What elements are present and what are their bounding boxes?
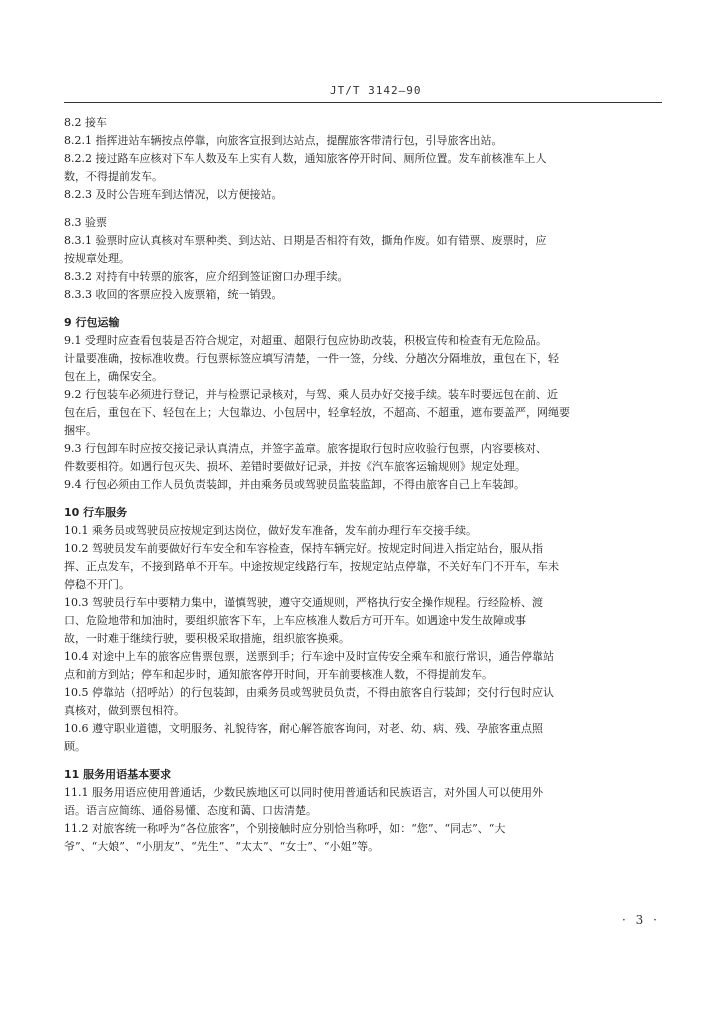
page-number: · 3 · <box>622 913 660 927</box>
document-body <box>64 114 664 856</box>
standard-number: JT/T 3142—90 <box>330 84 422 97</box>
paragraph-line: 11.2 对旅客统一称呼为“各位旅客”，个别接触时应分别恰当称呼，如：“您”、“同志”、“大 <box>64 822 506 835</box>
paragraph-line: 10.3 驾驶员行车中要精力集中，谨慎驾驶，遵守交通规则，严格执行安全操作规程。行经险桥、渡 <box>64 596 543 609</box>
paragraph-line: 9.1 受理时应查看包装是否符合规定，对超重、超限行包应协助改装，积极宣传和检查有无危险品。 <box>64 334 547 347</box>
paragraph-line: 捆牢。 <box>64 424 97 437</box>
paragraph-line: 10.4 对途中上车的旅客应售票包票，送票到手；行车途中及时宣传安全乘车和旅行常识，通告停靠站 <box>64 650 554 663</box>
paragraph-line: 10.6 遵守职业道德，文明服务、礼貌待客，耐心解答旅客询问，对老、幼、病、残、孕旅客重点照 <box>64 722 543 735</box>
paragraph-line: 数，不得提前发车。 <box>64 170 163 183</box>
section-heading: 8.2 接车 <box>64 116 107 129</box>
paragraph-line: 9.4 行包必须由工作人员负责装卸，并由乘务员或驾驶员监装监卸，不得由旅客自己上车装卸。 <box>64 478 525 491</box>
paragraph-line: 11.1 服务用语应使用普通话，少数民族地区可以同时使用普通话和民族语言，对外国人可以使用外 <box>64 786 543 799</box>
paragraph-line: 包在后，重包在下、轻包在上；大包靠边、小包居中，轻拿轻放，不超高、不超重，遮布要盖严，网绳要 <box>64 406 570 419</box>
section-heading: 11 服务用语基本要求 <box>64 768 172 781</box>
paragraph-line: 语。语言应简练、通俗易懂、态度和蔼、口齿清楚。 <box>64 804 317 817</box>
paragraph-line: 10.1 乘务员或驾驶员应按规定到达岗位，做好发车准备，发车前办理行车交接手续。 <box>64 524 477 537</box>
paragraph-line: 8.3.2 对持有中转票的旅客，应介绍到签证窗口办理手续。 <box>64 270 349 283</box>
paragraph-line: 件数要相符。如遇行包灭失、损坏、差错时要做好记录，并按《汽车旅客运输规则》规定处理。 <box>64 460 526 473</box>
paragraph-line: 包在上，确保安全。 <box>64 370 163 383</box>
paragraph-line: 9.2 行包装车必须进行登记，并与检票记录核对，与驾、乘人员办好交接手续。装车时要远包在前、近 <box>64 388 558 401</box>
section-gap <box>64 204 664 214</box>
paragraph-line: 10.2 驾驶员发车前要做好行车安全和车容检查，保持车辆完好。按规定时间进入指定站台，服从指 <box>64 542 543 555</box>
paragraph-line: 8.3.3 收回的客票应投入废票箱，统一销毁。 <box>64 288 283 301</box>
section-gap <box>64 756 664 766</box>
paragraph-line: 8.2.1 指挥进站车辆按点停靠，向旅客宣报到达站点，提醒旅客带清行包，引导旅客出站。 <box>64 134 503 147</box>
section-heading: 8.3 验票 <box>64 216 107 229</box>
header-rule <box>64 102 662 103</box>
paragraph-line: 顾。 <box>64 740 86 753</box>
paragraph-line: 停稳不开门。 <box>64 578 130 591</box>
section-gap <box>64 494 664 504</box>
paragraph-line: 9.3 行包卸车时应按交接记录认真清点，并签字盖章。旅客提取行包时应收验行包票，内容要核对、 <box>64 442 547 455</box>
section-heading: 10 行车服务 <box>64 506 128 519</box>
section-gap <box>64 304 664 314</box>
paragraph-line: 8.2.2 接过路车应核对下车人数及车上实有人数，通知旅客停开时间、厕所位置。发车前核准车上人 <box>64 152 547 165</box>
paragraph-line: 口、危险地带和加油时，要组织旅客下车，上车应核准人数后方可开车。如遇途中发生故障或事 <box>64 614 526 627</box>
paragraph-line: 按规章处理。 <box>64 252 130 265</box>
paragraph-line: 点和前方到站；停车和起步时，通知旅客停开时间，开车前要核准人数，不得提前发车。 <box>64 668 493 681</box>
paragraph-line: 真核对，做到票包相符。 <box>64 704 185 717</box>
paragraph-line: 故，一时难于继续行驶，要积极采取措施，组织旅客换乘。 <box>64 632 350 645</box>
paragraph-line: 8.3.1 验票时应认真核对车票种类、到达站、日期是否相符有效，撕角作废。如有错票、废票时，应 <box>64 234 547 247</box>
paragraph-line: 爷”、“大娘”、“小朋友”、“先生”、“太太”、“女士”、“小姐”等。 <box>64 840 380 853</box>
paragraph-line: 计量要准确，按标准收费。行包票标签应填写清楚，一件一签，分线、分趟次分隔堆放，重包在下，轻 <box>64 352 559 365</box>
paragraph-line: 挥、正点发车，不接到路单不开车。中途按规定线路行车，按规定站点停靠，不关好车门不开车，车未 <box>64 560 559 573</box>
paragraph-line: 8.2.3 及时公告班车到达情况，以方便接站。 <box>64 188 283 201</box>
section-heading: 9 行包运输 <box>64 316 120 329</box>
paragraph-line: 10.5 停靠站（招呼站）的行包装卸，由乘务员或驾驶员负责，不得由旅客自行装卸；交付行包时应认 <box>64 686 554 699</box>
